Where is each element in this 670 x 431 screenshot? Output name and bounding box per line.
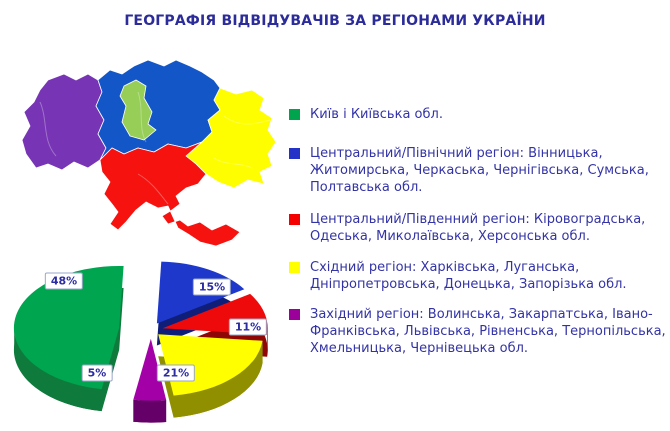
page-title: ГЕОГРАФІЯ ВІДВІДУВАЧІВ ЗА РЕГІОНАМИ УКРАЇНИ bbox=[124, 13, 546, 29]
pie-label-green: 48% bbox=[45, 273, 83, 290]
legend-item-label: Центральний/Північний регіон: Вінницька, Житомирська, Черкаська, Чернігівська, Сумська, Полтавська обл. bbox=[310, 146, 649, 195]
legend-item-label: Київ і Київська обл. bbox=[310, 107, 443, 122]
legend-swatch-red bbox=[289, 214, 300, 225]
legend-item-east bbox=[289, 259, 667, 293]
pie-label-blue: 15% bbox=[193, 279, 231, 296]
legend bbox=[289, 106, 667, 357]
pie-label-red: 11% bbox=[229, 319, 267, 336]
legend-item-label: Східний регіон: Харківська, Луганська, Дніпропетровська, Донецька, Запорізька обл. bbox=[310, 260, 627, 292]
legend-swatch-yellow bbox=[289, 262, 300, 273]
legend-swatch-blue bbox=[289, 148, 300, 159]
legend-swatch-green bbox=[289, 109, 300, 120]
ukraine-map bbox=[18, 58, 283, 256]
pie-chart-3d bbox=[5, 247, 330, 431]
legend-item-west bbox=[289, 306, 667, 357]
legend-item-label: Центральний/Південний регіон: Кіровоградська, Одеська, Миколаївська, Херсонська обл. bbox=[310, 212, 646, 244]
ukraine-map-svg bbox=[18, 58, 283, 256]
pie-label-purple: 5% bbox=[82, 365, 113, 382]
pie-label-yellow: 21% bbox=[157, 365, 195, 382]
legend-item-central-south bbox=[289, 211, 667, 245]
legend-item-label: Західний регіон: Волинська, Закарпатська, Івано-Франківська, Львівська, Рівненська, Тернопільська, Хмельницька, Чернівецька обл. bbox=[310, 307, 666, 356]
legend-item-central-north bbox=[289, 145, 667, 196]
legend-swatch-purple bbox=[289, 309, 300, 320]
legend-item-kyiv bbox=[289, 106, 667, 123]
map-region-west bbox=[22, 74, 106, 170]
